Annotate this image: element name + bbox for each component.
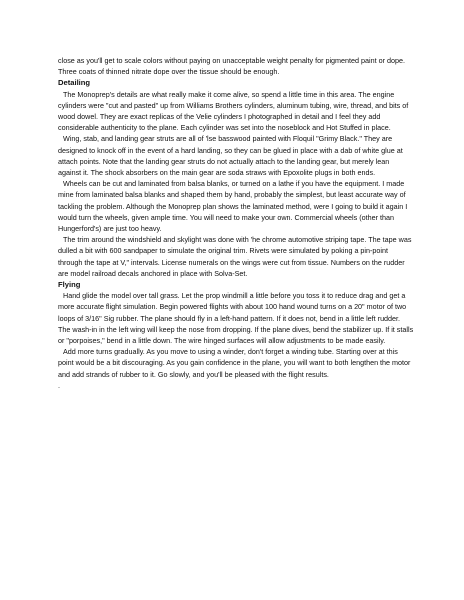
page-content	[58, 55, 414, 391]
section-heading-detailing: Detailing	[58, 78, 91, 88]
detailing-paragraph: The trim around the windshield and skylight was done with 'he chrome automotive striping tape. The tape was dulled a bit with 600 sandpaper to simulate the original trim. Rivets were simulated by poking a pin-point through the tape at V," intervals. License numerals on the wings were cut from tissue. Numbers on the rudder are model railroad decals anchored in place with Solva-Set.	[58, 235, 412, 278]
flying-paragraph: Hand glide the model over tall grass. Let the prop windmill a little before you toss it to reduce drag and get a more accurate flight simulation. Begin powered flights with about 100 hand wound turns on a 20" motor of two loops of 3/16" Sig rubber. The plane should fly in a left-hand pattern. If it does not, bend in a little left rudder. The wash-in in the left wing will keep the nose from dropping. If the plane dives, bend the stabilizer up. If it stalls or "porpoises," bend in a little down. The wire hinged surfaces will allow adjustments to be made easily.	[58, 291, 414, 346]
section-heading-flying: Flying	[58, 280, 81, 290]
end-mark: .	[58, 380, 60, 390]
intro-paragraph: close as you'll get to scale colors without paying on unacceptable weight penalty for pigmented paint or dope. Three coats of thinned nitrate dope over the tissue should be enough.	[58, 56, 405, 77]
flying-paragraph: Add more turns gradually. As you move to using a winder, don't forget a winding tube. Starting over at this point would be a bit discouraging. As you gain confidence in the plane, you will want to both lengthen the motor and add strands of rubber to it. Go slowly, and you'll be pleased with the flight results.	[58, 347, 411, 379]
detailing-paragraph: Wheels can be cut and laminated from balsa blanks, or turned on a lathe if you have the equipment. I made mine from laminated balsa blanks and shaped them by hand, probably the simplest, but least accurate way of tackling the problem. Although the Monoprep plan shows the laminated method, were I going to build it again I would turn the wheels, given ample time. You will need to make your own. Commercial wheels (other than Hungerford's) are just too heavy.	[58, 179, 408, 234]
detailing-paragraph: Wing, stab, and landing gear struts are all of 'lse basswood painted with Floquil "Grimy Black." They are designed to knock off in the event of a hard landing, so they can be glued in place with a dab of white glue at attach points. Note that the landing gear struts do not actually attach to the landing gear, but merely lean against it. The shock absorbers on the main gear are soda straws with Epoxolite plugs in both ends.	[58, 134, 403, 178]
detailing-paragraph: The Monoprep's details are what really make it come alive, so spend a little time in this area. The engine cylinders were "cut and pasted" up from Williams Brothers cylinders, aluminum tubing, wire, thread, and bits of wood dowel. They are exact replicas of the Velie cylinders I photographed in detail and I feel they add considerable authenticity to the plane. Each cylinder was set into the noseblock and Hot Stuffed in place.	[58, 89, 409, 133]
